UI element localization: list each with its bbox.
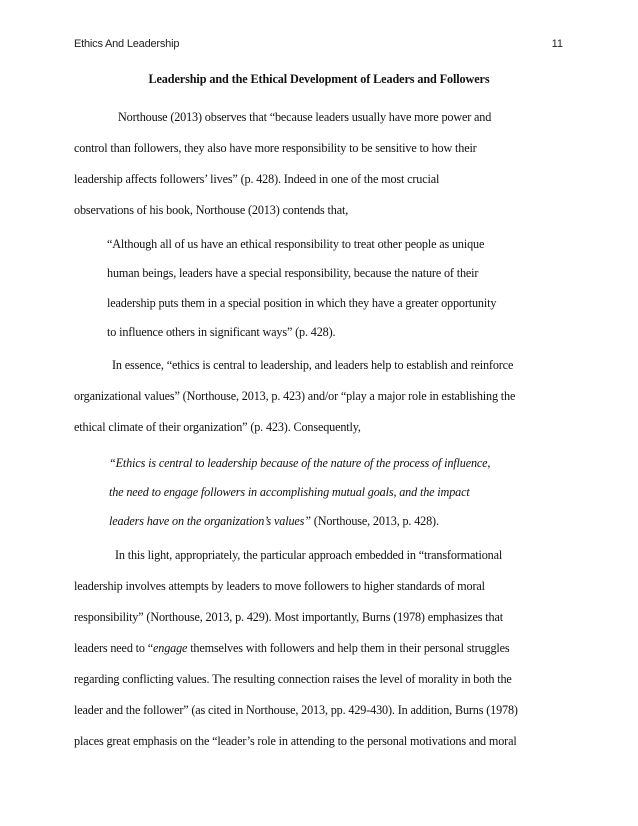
- running-head: Ethics And Leadership: [74, 38, 180, 50]
- block-quote-2-line-1: “Ethics is central to leadership because of the nature of the process of influence,: [109, 456, 491, 470]
- block-quote-1-line-4: to influence others in significant ways” (p. 428).: [107, 325, 336, 339]
- paragraph-1-line-3: leadership affects followers’ lives” (p. 428). Indeed in one of the most crucial: [74, 172, 440, 186]
- paragraph-1-line-4: observations of his book, Northouse (2013) contends that,: [74, 203, 349, 217]
- emphasis-engage: engage: [153, 641, 188, 655]
- block-quote-1-line-3: leadership puts them in a special position in which they have a greater opportunity: [107, 296, 497, 310]
- section-title: Leadership and the Ethical Development of Leaders and Followers: [148, 72, 490, 86]
- block-quote-2-line-3: [109, 513, 439, 529]
- block-quote-2-citation: (Northouse, 2013, p. 428).: [310, 514, 439, 528]
- paragraph-2-line-1: In essence, “ethics is central to leadership, and leaders help to establish and reinforce: [112, 358, 514, 372]
- paragraph-2-line-3: ethical climate of their organization” (p. 423). Consequently,: [74, 420, 361, 434]
- paragraph-3-line-4-end: themselves with followers and help them in their personal struggles: [187, 641, 510, 655]
- paragraph-1-line-2: control than followers, they also have more responsibility to be sensitive to how their: [74, 141, 477, 155]
- block-quote-1-line-2: human beings, leaders have a special responsibility, because the nature of their: [107, 266, 479, 280]
- page-number: 11: [551, 38, 563, 50]
- paragraph-3-line-5: regarding conflicting values. The resulting connection raises the level of morality in both the: [74, 672, 512, 686]
- block-quote-2-line-2: the need to engage followers in accomplishing mutual goals, and the impact: [109, 485, 470, 499]
- paragraph-3-line-7: places great emphasis on the “leader’s role in attending to the personal motivations and moral: [74, 734, 517, 748]
- paragraph-1-line-1: Northouse (2013) observes that “because leaders usually have more power and: [118, 110, 492, 124]
- block-quote-1-line-1: “Although all of us have an ethical responsibility to treat other people as unique: [107, 237, 485, 251]
- block-quote-2-text: leaders have on the organization’s values”: [109, 514, 311, 528]
- paragraph-3-line-4: [74, 640, 509, 656]
- paragraph-3-line-3: responsibility” (Northouse, 2013, p. 429). Most importantly, Burns (1978) emphasizes that: [74, 610, 503, 624]
- paragraph-3-line-4-start: leaders need to “: [74, 641, 153, 655]
- paragraph-3-line-2: leadership involves attempts by leaders to move followers to higher standards of moral: [74, 579, 485, 593]
- paragraph-3-line-1: In this light, appropriately, the particular approach embedded in “transformational: [115, 548, 503, 562]
- paragraph-2-line-2: organizational values” (Northouse, 2013, p. 423) and/or “play a major role in establishing the: [74, 389, 516, 403]
- paragraph-3-line-6: leader and the follower” (as cited in Northouse, 2013, pp. 429-430). In addition, Burns (1978): [74, 703, 518, 717]
